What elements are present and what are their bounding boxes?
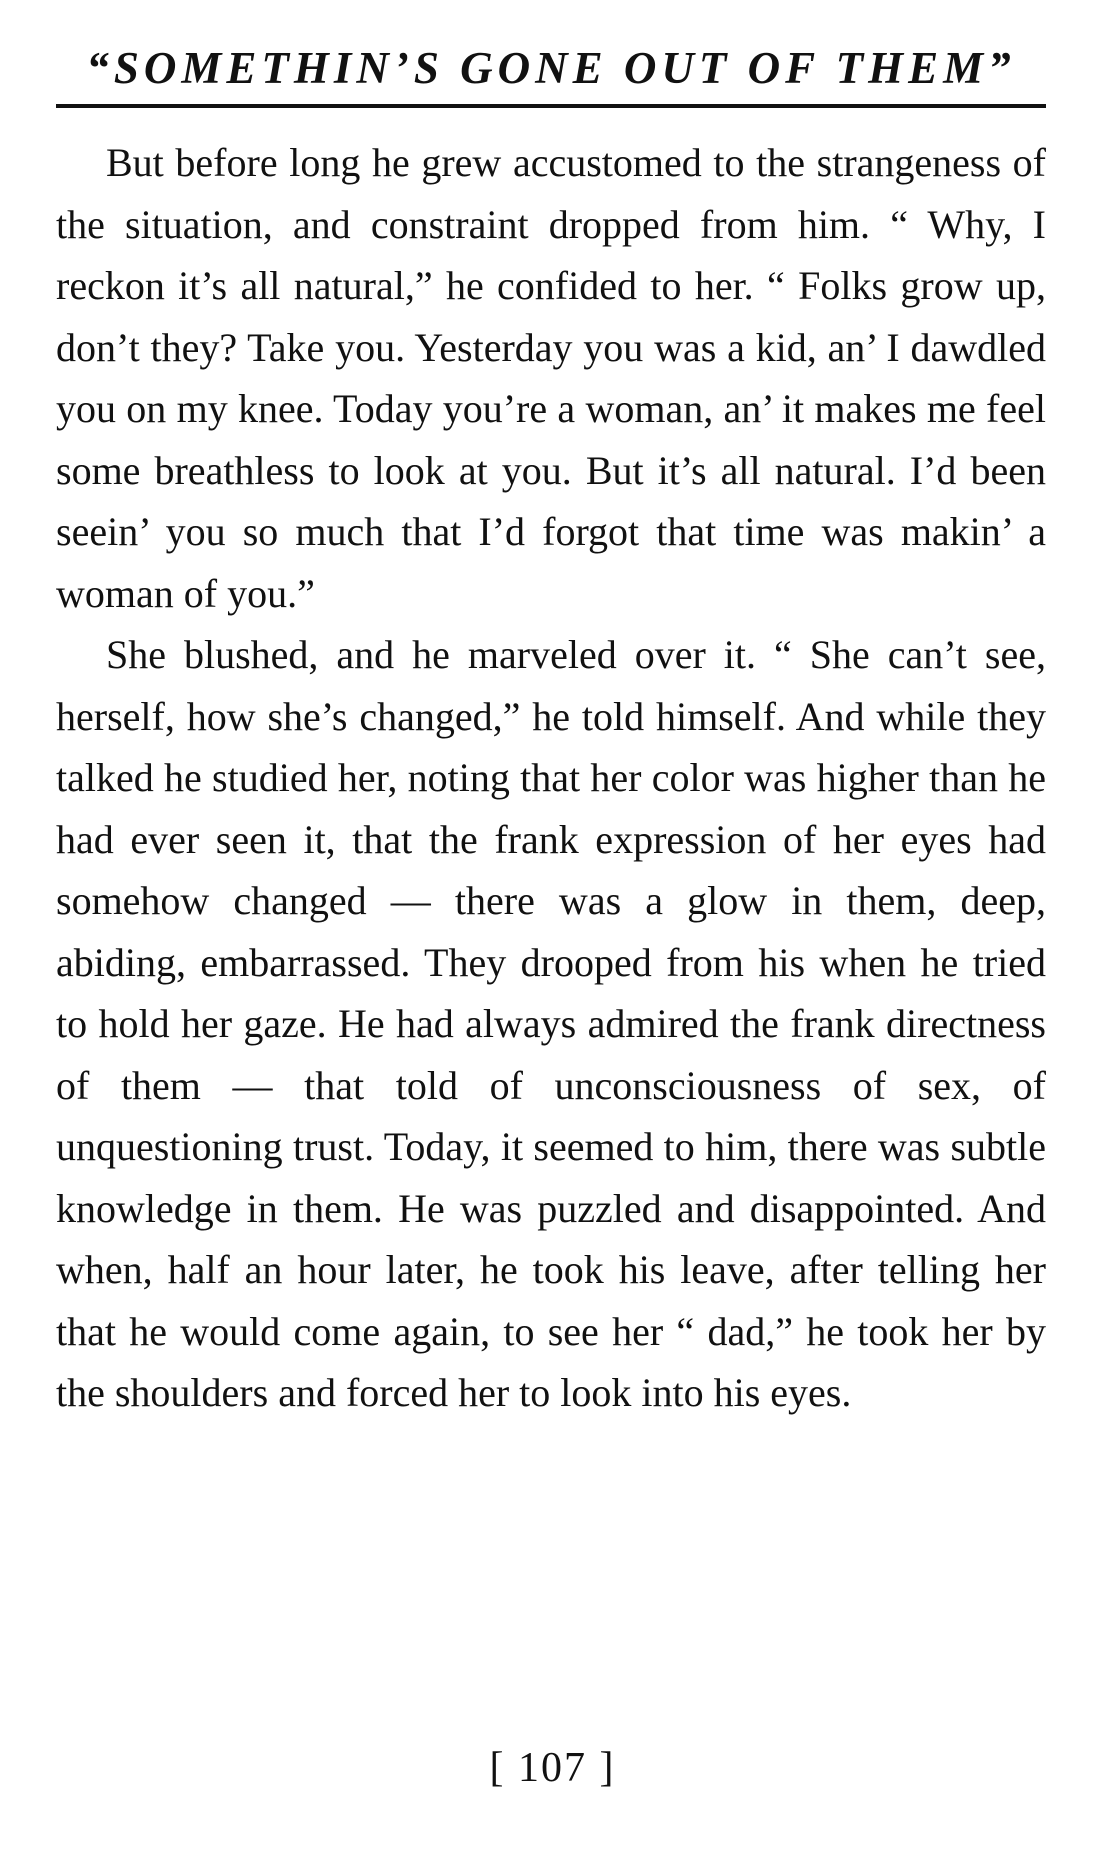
paragraph: She blushed, and he marveled over it. “ She can’t see, herself, how she’s changed,” he told himself. And while they talked he studied her, noting that her color was higher than he had ever seen it, that the frank expression of her eyes had somehow changed — there was a glow in them, deep, abiding, embarrassed. They drooped from his when he tried to hold her gaze. He had always admired the frank directness of them — that told of unconsciousness of sex, of unquestioning trust. Today, it seemed to him, there was subtle knowledge in them. He was puzzled and disappointed. And when, half an hour later, he took his leave, after telling her that he would come again, to see her “ dad,” he took her by the shoulders and forced her to look into his eyes. bbox=[56, 632, 1046, 1415]
page-number: [ 107 ] bbox=[489, 1745, 616, 1791]
header-rule bbox=[56, 104, 1046, 108]
book-page bbox=[56, 40, 1046, 1424]
running-head: “SOMETHIN’S GONE OUT OF THEM” bbox=[86, 43, 1016, 93]
body-text bbox=[56, 132, 1046, 1424]
paragraph: But before long he grew accustomed to the strangeness of the situation, and constraint dropped from him. “ Why, I reckon it’s all natural,” he confided to her. “ Folks grow up, don’t they? Take you. Yesterday you was a kid, an’ I dawdled you on my knee. Today you’re a woman, an’ it makes me feel some breathless to look at you. But it’s all natural. I’d been seein’ you so much that I’d forgot that time was makin’ a woman of you.” bbox=[56, 140, 1046, 616]
